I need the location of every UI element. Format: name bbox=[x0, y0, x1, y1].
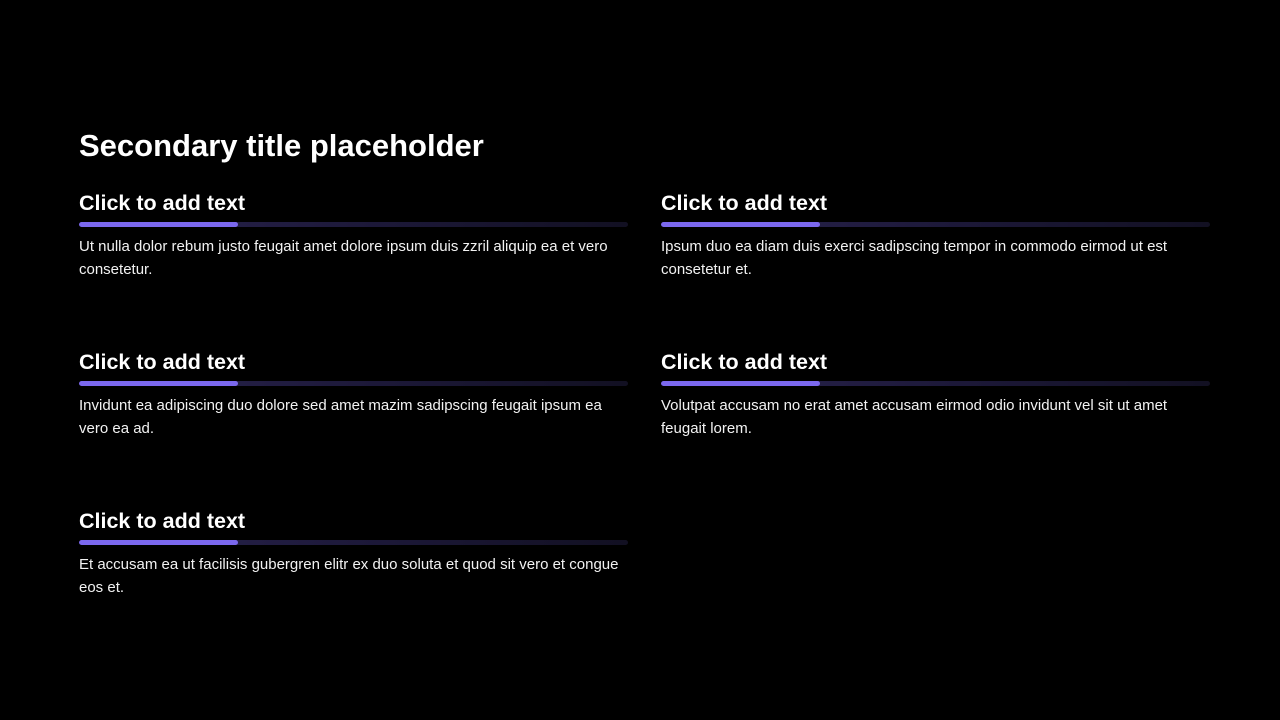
slide-title[interactable]: Secondary title placeholder bbox=[79, 128, 484, 163]
text-block-body[interactable]: Invidunt ea adipiscing duo dolore sed amet mazim sadipscing feugait ipsum ea vero ea ad. bbox=[79, 397, 602, 437]
text-block-4 bbox=[661, 349, 1210, 508]
text-block-3 bbox=[79, 349, 628, 508]
accent-bar bbox=[79, 540, 628, 545]
content-grid bbox=[79, 190, 1210, 667]
accent-bar-fill bbox=[79, 540, 238, 545]
accent-bar-fill bbox=[79, 222, 238, 227]
accent-bar bbox=[661, 222, 1210, 227]
accent-bar-fill bbox=[79, 381, 238, 386]
text-block-heading[interactable]: Click to add text bbox=[661, 191, 828, 215]
text-block-heading[interactable]: Click to add text bbox=[661, 350, 828, 374]
text-block-1 bbox=[79, 190, 628, 349]
text-block-5 bbox=[79, 508, 628, 667]
text-block-heading[interactable]: Click to add text bbox=[79, 509, 246, 533]
text-block-body[interactable]: Volutpat accusam no erat amet accusam eirmod odio invidunt vel sit ut amet feugait lorem. bbox=[661, 397, 1168, 437]
text-block-heading[interactable]: Click to add text bbox=[79, 350, 246, 374]
accent-bar bbox=[79, 381, 628, 386]
text-block-2 bbox=[661, 190, 1210, 349]
accent-bar bbox=[661, 381, 1210, 386]
text-block-body[interactable]: Ut nulla dolor rebum justo feugait amet dolore ipsum duis zzril aliquip ea et vero consetetur. bbox=[79, 238, 608, 278]
text-block-body[interactable]: Ipsum duo ea diam duis exerci sadipscing tempor in commodo eirmod ut est consetetur et. bbox=[661, 238, 1168, 278]
accent-bar-fill bbox=[661, 381, 820, 386]
accent-bar-fill bbox=[661, 222, 820, 227]
text-block-heading[interactable]: Click to add text bbox=[79, 191, 246, 215]
text-block-body[interactable]: Et accusam ea ut facilisis gubergren elitr ex duo soluta et quod sit vero et congue eos et. bbox=[79, 556, 619, 596]
accent-bar bbox=[79, 222, 628, 227]
